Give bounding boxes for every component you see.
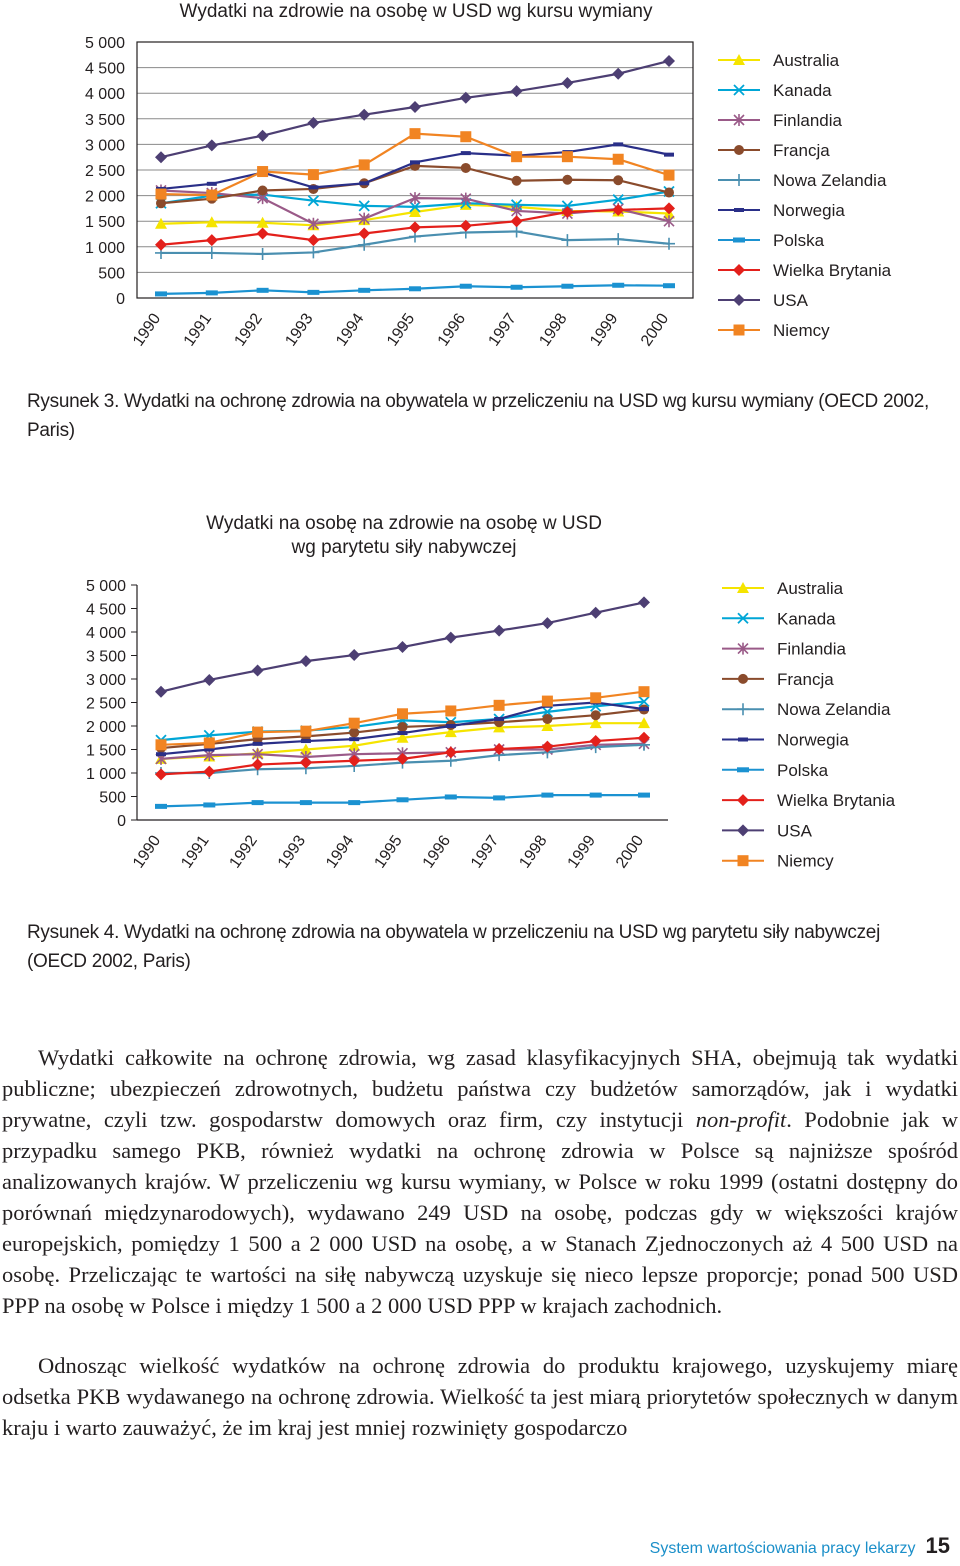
data-point-usa <box>612 68 624 80</box>
data-point-usa <box>397 641 409 653</box>
y-tick-label: 0 <box>116 291 125 308</box>
x-tick-label: 1997 <box>485 310 520 350</box>
chart-legend <box>718 51 892 340</box>
legend-marker-niemcy <box>734 325 745 336</box>
legend-item-finlandia <box>718 111 843 130</box>
legend-item-polska <box>718 231 825 250</box>
chart-title: wg parytetu siły nabywczej <box>291 537 517 558</box>
legend-label: Australia <box>777 579 844 598</box>
x-tick-label: 1990 <box>129 310 165 350</box>
legend-label: Kanada <box>777 609 836 629</box>
data-point-polska <box>511 285 523 290</box>
legend-label: Wielka Brytania <box>777 791 896 811</box>
legend-item-australia <box>718 51 840 70</box>
data-point-francja <box>664 188 674 198</box>
data-point-wielka-brytania <box>203 766 215 778</box>
legend-label: Australia <box>773 51 840 70</box>
legend-label: Francja <box>773 141 830 160</box>
y-tick-label: 3 000 <box>84 137 125 155</box>
chart-title: Wydatki na osobę na zdrowie na osobę w USD <box>206 513 602 534</box>
x-tick-label: 1993 <box>282 310 317 350</box>
legend-label: Niemcy <box>777 851 834 871</box>
data-point-usa <box>257 130 269 142</box>
data-point-polska <box>203 802 215 807</box>
data-point-nowa-zelandia <box>663 238 675 250</box>
data-point-niemcy <box>664 170 675 181</box>
data-point-usa <box>203 674 215 686</box>
y-tick-label: 4 000 <box>84 86 125 104</box>
data-point-usa <box>348 649 360 661</box>
data-point-niemcy <box>397 708 408 719</box>
footer-title: System wartościowania pracy lekarzy <box>649 1540 916 1557</box>
x-tick-label: 1993 <box>274 832 310 872</box>
y-tick-label: 500 <box>98 265 125 283</box>
data-point-niemcy <box>639 686 650 697</box>
y-tick-label: 5 000 <box>85 578 126 595</box>
data-point-nowa-zelandia <box>206 247 218 259</box>
x-tick-label: 1999 <box>564 832 599 872</box>
data-point-polska <box>307 290 319 295</box>
data-point-niemcy <box>494 700 505 711</box>
data-point-niemcy <box>542 696 553 707</box>
legend-marker-usa <box>733 294 745 306</box>
data-point-polska <box>541 793 553 798</box>
data-point-francja <box>398 722 408 732</box>
chart-legend <box>722 579 896 871</box>
data-point-wielka-brytania <box>155 239 167 251</box>
x-tick-label: 1996 <box>419 832 455 872</box>
data-point-norwegia <box>639 707 649 711</box>
legend-marker-wielka-brytania <box>737 794 749 806</box>
legend-item-francja <box>718 141 830 160</box>
data-point-norwegia <box>398 731 408 735</box>
x-tick-label: 1991 <box>178 832 213 872</box>
legend-marker-francja <box>738 674 748 684</box>
data-point-francja <box>562 175 572 185</box>
data-point-niemcy <box>252 727 263 738</box>
data-point-niemcy <box>460 131 471 142</box>
data-point-niemcy <box>410 128 421 139</box>
legend-item-nowa-zelandia <box>722 700 891 719</box>
data-point-niemcy <box>445 705 456 716</box>
data-point-polska <box>397 797 409 802</box>
data-point-wielka-brytania <box>358 227 370 239</box>
legend-marker-norwegia <box>734 208 744 212</box>
data-point-wielka-brytania <box>561 206 573 218</box>
paragraph-1-part-a: Wydatki całkowite na ochronę zdrowia, wg zasad klasyfikacyjnych SHA, obejmują tak wydatki publiczne; ubezpieczeń zdrowotnych, budżetu państwa czy budżetów samorządów, jak i wydatki prywatne, czyli tzw. gospodarstw domowych oraz firm, czy instytucji <box>2 1045 958 1132</box>
legend-marker-nowa-zelandia <box>733 174 745 186</box>
legend-item-niemcy <box>718 321 830 340</box>
legend-item-niemcy <box>722 852 834 871</box>
data-point-usa <box>409 101 421 113</box>
data-point-polska <box>348 800 360 805</box>
data-point-norwegia <box>461 151 471 155</box>
data-point-nowa-zelandia <box>612 233 624 245</box>
data-point-norwegia <box>446 724 456 728</box>
y-tick-label: 1 500 <box>85 742 126 760</box>
legend-label: Wielka Brytania <box>773 261 892 280</box>
data-point-usa <box>561 77 573 89</box>
data-point-francja <box>461 163 471 173</box>
data-point-usa <box>252 665 264 677</box>
y-tick-label: 3 500 <box>84 111 125 129</box>
body-text <box>2 1042 958 1443</box>
data-point-polska <box>155 804 167 809</box>
data-point-norwegia <box>253 742 263 746</box>
legend-item-wielka-brytania <box>722 791 896 810</box>
legend-label: Norwegia <box>777 730 849 750</box>
legend-label: Francja <box>777 669 834 689</box>
x-tick-label: 1992 <box>231 310 266 350</box>
data-point-norwegia <box>156 752 166 756</box>
data-point-wielka-brytania <box>307 234 319 246</box>
data-point-polska <box>252 800 264 805</box>
legend-item-finlandia <box>722 640 847 659</box>
y-tick-label: 2 500 <box>84 163 125 180</box>
data-point-usa <box>541 617 553 629</box>
data-point-niemcy <box>590 692 601 703</box>
data-point-usa <box>300 655 312 667</box>
data-point-niemcy <box>204 737 215 748</box>
data-point-norwegia <box>349 737 359 741</box>
page-footer <box>650 1533 950 1559</box>
legend-label: Nowa Zelandia <box>773 171 887 190</box>
data-point-polska <box>493 795 505 800</box>
x-tick-label: 1991 <box>180 310 216 350</box>
data-point-usa <box>511 85 523 97</box>
y-tick-label: 2 000 <box>85 719 126 736</box>
legend-item-kanada <box>722 609 836 628</box>
data-point-niemcy <box>156 739 167 750</box>
data-point-nowa-zelandia <box>561 234 573 246</box>
legend-marker-francja <box>734 145 744 155</box>
series-polska <box>155 793 650 809</box>
legend-marker-usa <box>737 824 749 836</box>
data-point-niemcy <box>156 189 167 200</box>
data-point-polska <box>300 800 312 805</box>
legend-item-wielka-brytania <box>718 261 892 280</box>
legend-label: Finlandia <box>777 639 846 659</box>
legend-item-polska <box>722 761 829 780</box>
legend-label: Finlandia <box>773 111 842 130</box>
data-point-norwegia <box>664 153 674 157</box>
series-polska <box>155 283 675 297</box>
data-point-francja <box>349 728 359 738</box>
legend-label: Niemcy <box>773 321 830 340</box>
data-point-niemcy <box>613 154 624 165</box>
y-tick-label: 1 500 <box>84 214 125 232</box>
data-point-norwegia <box>613 142 623 146</box>
y-tick-label: 0 <box>117 813 126 830</box>
data-point-usa <box>155 151 167 163</box>
legend-item-francja <box>722 670 834 689</box>
y-tick-label: 1 000 <box>85 766 126 783</box>
y-tick-label: 4 000 <box>85 625 126 642</box>
paragraph-1-part-b: . Podobnie jak w przypadku samego PKB, również wydatki na ochronę zdrowia w Polsce są najniższe spośród analizowanych krajów. W przeliczeniu wg kursu wymiany, w Polsce w roku 1999 (ostatni dostępny do porównań międzynarodowych), wydawano 249 USD na osobę, podczas gdy w większości krajów europejskich, pomiędzy 1 500 a 2 000 USD na osobę, a w Stanach Zjednoczonych aż 4 500 USD na osobę. Przeliczając te wartości na siłę nabywczą uzyskuje się nieco lepsze proporcje; ponad 500 USD PPP na osobę w Polsce i między 1 500 a 2 000 USD PPP w krajach zachodnich. <box>2 1107 958 1318</box>
legend-marker-norwegia <box>738 738 748 742</box>
legend-item-norwegia <box>718 201 845 220</box>
data-point-nowa-zelandia <box>358 239 370 251</box>
data-point-norwegia <box>207 182 217 186</box>
data-point-niemcy <box>300 726 311 737</box>
legend-marker-polska <box>733 238 745 243</box>
data-point-francja <box>258 185 268 195</box>
data-point-francja <box>156 198 166 208</box>
data-point-norwegia <box>359 181 369 185</box>
data-point-polska <box>612 283 624 288</box>
y-tick-label: 500 <box>99 789 126 807</box>
legend-item-kanada <box>718 81 832 100</box>
page-number: 15 <box>925 1533 950 1558</box>
data-point-nowa-zelandia <box>257 248 269 260</box>
legend-item-usa <box>718 291 809 310</box>
data-point-wielka-brytania <box>409 221 421 233</box>
data-point-polska <box>460 284 472 289</box>
y-tick-label: 3 500 <box>85 648 126 666</box>
legend-marker-wielka-brytania <box>733 264 745 276</box>
data-point-usa <box>638 596 650 608</box>
legend-marker-polska <box>737 767 749 772</box>
data-point-usa <box>445 632 457 644</box>
data-point-usa <box>493 625 505 637</box>
data-point-wielka-brytania <box>300 757 312 769</box>
data-point-niemcy <box>562 151 573 162</box>
figure-4-caption: Rysunek 4. Wydatki na ochronę zdrowia na obywatela w przeliczeniu na USD wg parytetu siły nabywczej (OECD 2002, Paris) <box>27 922 880 972</box>
legend-item-usa <box>722 821 813 840</box>
x-tick-label: 1992 <box>226 832 261 872</box>
legend-label: USA <box>773 291 808 310</box>
y-tick-label: 2 000 <box>84 188 125 206</box>
data-point-niemcy <box>511 151 522 162</box>
legend-label: Norwegia <box>773 201 845 220</box>
data-point-polska <box>257 288 269 293</box>
x-tick-label: 1997 <box>468 832 503 872</box>
paragraph-1 <box>2 1042 958 1321</box>
x-tick-label: 1998 <box>536 310 571 350</box>
paragraph-2: Odnosząc wielkość wydatków na ochronę zdrowia do produktu krajowego, uzyskujemy miarę odsetka PKB wydawanego na ochronę zdrowia. Wielkość ta jest miarą priorytetów społecznych w danym kraju i warto zauważyć, że im kraj jest mniej rozwinięty gospodarczo <box>2 1353 958 1440</box>
data-point-nowa-zelandia <box>511 225 523 237</box>
data-point-polska <box>358 288 370 293</box>
data-point-francja <box>613 175 623 185</box>
x-tick-label: 1994 <box>323 832 358 872</box>
data-point-wielka-brytania <box>155 768 167 780</box>
data-point-usa <box>155 686 167 698</box>
chart-ppp <box>0 505 960 885</box>
legend-item-nowa-zelandia <box>718 171 887 190</box>
data-point-wielka-brytania <box>206 234 218 246</box>
data-point-polska <box>155 291 167 296</box>
data-point-nowa-zelandia <box>307 246 319 258</box>
data-point-norwegia <box>308 185 318 189</box>
y-tick-label: 1 000 <box>84 239 125 257</box>
data-point-niemcy <box>359 159 370 170</box>
x-tick-label: 1990 <box>129 832 165 872</box>
y-tick-label: 5 000 <box>84 35 125 52</box>
legend-label: Polska <box>773 231 825 250</box>
data-point-francja <box>591 710 601 720</box>
legend-item-norwegia <box>722 731 849 750</box>
data-point-polska <box>663 283 675 288</box>
legend-label: Nowa Zelandia <box>777 700 891 720</box>
data-point-polska <box>561 284 573 289</box>
legend-marker-nowa-zelandia <box>737 703 749 715</box>
data-point-norwegia <box>494 717 504 721</box>
chart-exchange-rate <box>0 0 960 360</box>
y-tick-label: 3 000 <box>85 672 126 689</box>
x-tick-label: 2000 <box>612 832 648 872</box>
chart-title: Wydatki na zdrowie na osobę w USD wg kursu wymiany <box>179 1 653 22</box>
x-tick-label: 1996 <box>434 310 470 350</box>
data-point-francja <box>512 176 522 186</box>
data-point-polska <box>590 793 602 798</box>
legend-marker-niemcy <box>738 855 749 866</box>
data-point-wielka-brytania <box>638 732 650 744</box>
data-point-wielka-brytania <box>257 227 269 239</box>
data-point-usa <box>206 139 218 151</box>
y-tick-label: 4 500 <box>84 60 125 78</box>
paragraph-1-emphasis: non-profit <box>695 1107 787 1132</box>
data-point-usa <box>590 607 602 619</box>
data-point-niemcy <box>349 718 360 729</box>
data-point-polska <box>638 793 650 798</box>
legend-label: USA <box>777 821 812 841</box>
y-tick-label: 2 500 <box>85 695 126 713</box>
data-point-usa <box>663 55 675 67</box>
data-point-niemcy <box>206 190 217 201</box>
data-point-polska <box>445 794 457 799</box>
x-tick-label: 1998 <box>516 832 551 872</box>
x-tick-label: 1999 <box>587 310 622 350</box>
data-point-norwegia <box>301 739 311 743</box>
data-point-polska <box>409 286 421 291</box>
y-tick-label: 4 500 <box>85 601 126 619</box>
figure-3-caption: Rysunek 3. Wydatki na ochronę zdrowia na obywatela w przeliczeniu na USD wg kursu wymiany (OECD 2002, Paris) <box>27 391 930 441</box>
data-point-niemcy <box>308 169 319 180</box>
x-tick-label: 1995 <box>371 832 406 872</box>
x-tick-label: 1994 <box>333 310 368 350</box>
data-point-francja <box>542 714 552 724</box>
legend-item-australia <box>722 579 844 598</box>
data-point-niemcy <box>257 166 268 177</box>
legend-label: Polska <box>777 760 829 780</box>
data-point-wielka-brytania <box>511 215 523 227</box>
series-usa <box>155 596 650 697</box>
data-point-polska <box>206 290 218 295</box>
legend-label: Kanada <box>773 81 832 100</box>
x-tick-label: 2000 <box>637 310 673 350</box>
x-tick-label: 1995 <box>383 310 419 350</box>
data-point-norwegia <box>410 160 420 164</box>
